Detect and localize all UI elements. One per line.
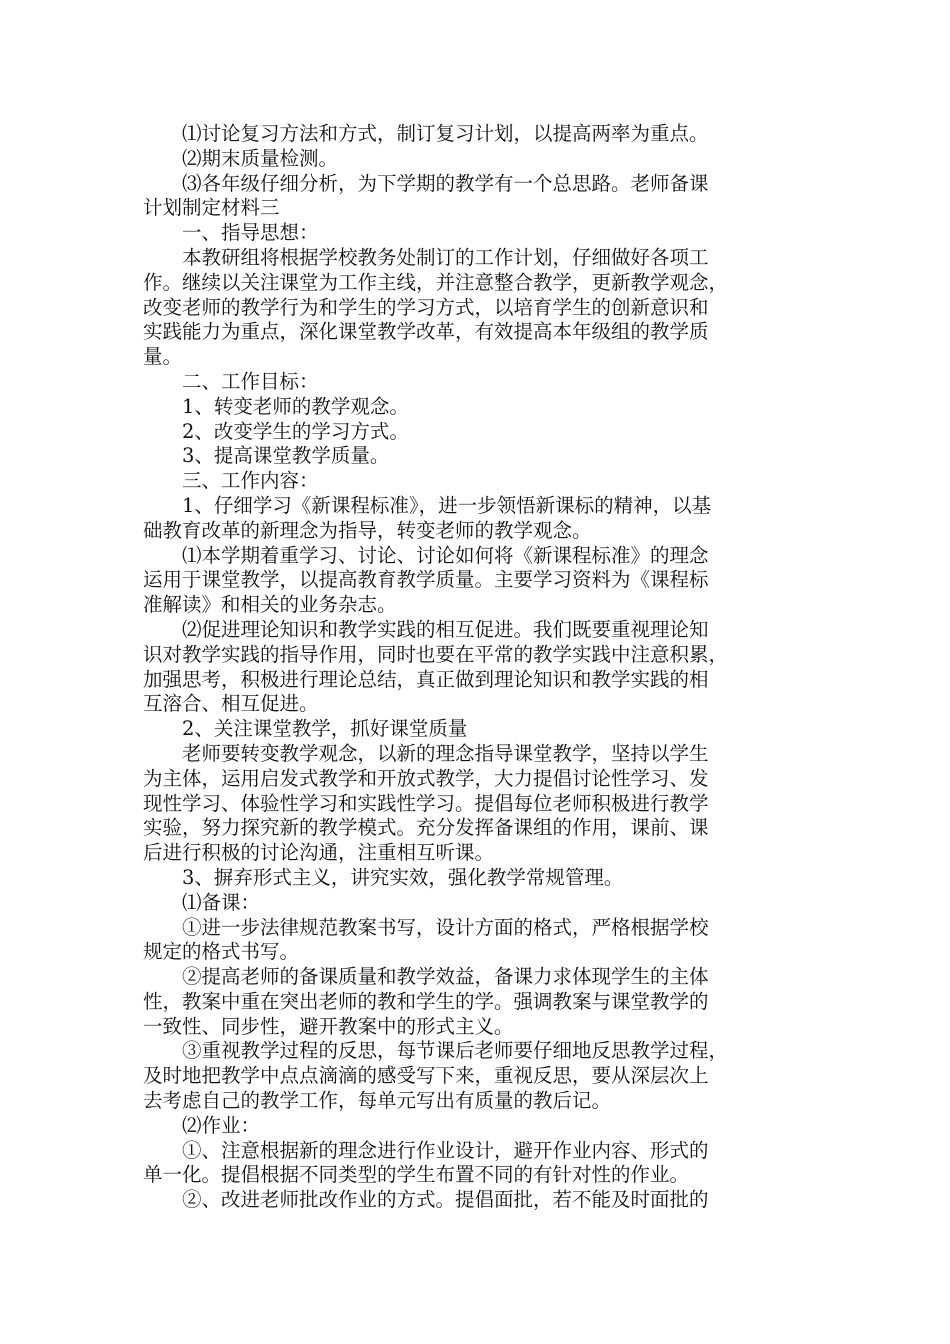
text-line: 实践能力为重点，深化课堂教学改革，有效提高本年级组的教学质 [143, 320, 709, 344]
text-line: 规定的格式书写。 [143, 940, 300, 964]
text-line: 加强思考，积极进行理论总结，真正做到理论知识和教学实践的相 [143, 667, 709, 691]
document-body [143, 122, 813, 1213]
text-line: 1、转变老师的教学观念。 [143, 394, 409, 418]
text-line: 老师要转变教学观念，以新的理念指导课堂教学，坚持以学生 [143, 741, 709, 765]
text-line: ①、注意根据新的理念进行作业设计，避开作业内容、形式的 [143, 1138, 709, 1162]
text-line: 计划制定材料三 [143, 196, 280, 220]
text-line: 本教研组将根据学校教务处制订的工作计划，仔细做好各项工 [143, 245, 709, 269]
text-line: 及时地把教学中点点滴滴的感受写下来，重视反思，要从深层次上 [143, 1064, 709, 1088]
text-line: 一致性、同步性，避开教案中的形式主义。 [143, 1014, 514, 1038]
text-line: 础教育改革的新理念为指导，转变老师的教学观念。 [143, 518, 592, 542]
text-line: ⑶各年级仔细分析，为下学期的教学有一个总思路。老师备课 [143, 171, 709, 195]
text-line: 识对教学实践的指导作用，同时也要在平常的教学实践中注意积累， [143, 642, 729, 666]
text-line: 2、关注课堂教学，抓好课堂质量 [143, 717, 468, 741]
text-line: 为主体，运用启发式教学和开放式教学，大力提倡讨论性学习、发 [143, 766, 709, 790]
text-line: ⑴备课： [143, 890, 261, 914]
text-line: ⑵期末质量检测。 [143, 146, 339, 170]
text-line: 一、指导思想： [143, 221, 319, 245]
text-line: 实验，努力探究新的教学模式。充分发挥备课组的作用，课前、课 [143, 816, 709, 840]
text-line: ③重视教学过程的反思，每节课后老师要仔细地反思教学过程， [143, 1039, 729, 1063]
text-line: ②、改进老师批改作业的方式。提倡面批，若不能及时面批的 [143, 1188, 709, 1212]
text-line: ⑴本学期着重学习、讨论、讨论如何将《新课程标准》的理念 [143, 543, 709, 567]
text-line: 量。 [143, 345, 183, 369]
text-line: ⑵作业： [143, 1113, 261, 1137]
text-line: 1、仔细学习《新课程标准》，进一步领悟新课标的精神，以基 [143, 493, 712, 517]
text-line: 三、工作内容： [143, 469, 319, 493]
text-line: 现性学习、体验性学习和实践性学习。提倡每位老师积极进行教学 [143, 791, 709, 815]
text-line: 互溶合、相互促进。 [143, 692, 319, 716]
text-line: 去考虑自己的教学工作，每单元写出有质量的教后记。 [143, 1089, 612, 1113]
text-line: 单一化。提倡根据不同类型的学生布置不同的有针对性的作业。 [143, 1163, 690, 1187]
text-line: 性，教案中重在突出老师的教和学生的学。强调教案与课堂教学的 [143, 989, 709, 1013]
text-line: ②提高老师的备课质量和教学效益，备课力求体现学生的主体 [143, 965, 709, 989]
text-line: 二、工作目标： [143, 369, 319, 393]
text-line: 2、改变学生的学习方式。 [143, 419, 409, 443]
text-line: ⑵促进理论知识和教学实践的相互促进。我们既要重视理论知 [143, 617, 709, 641]
text-line: 作。继续以关注课堂为工作主线，并注意整合教学，更新教学观念， [143, 270, 729, 294]
text-line: 改变老师的教学行为和学生的学习方式，以培育学生的创新意识和 [143, 295, 709, 319]
text-line: 运用于课堂教学，以提高教育教学质量。主要学习资料为《课程标 [143, 568, 709, 592]
text-line: ⑴讨论复习方法和方式，制订复习计划，以提高两率为重点。 [143, 122, 709, 145]
text-line: 3、提高课堂教学质量。 [143, 444, 390, 468]
text-line: 3、摒弃形式主义，讲究实效，强化教学常规管理。 [143, 865, 624, 889]
text-line: 后进行积极的讨论沟通，注重相互听课。 [143, 841, 495, 865]
text-line: 准解读》和相关的业务杂志。 [143, 593, 397, 617]
text-line: ①进一步法律规范教案书写，设计方面的格式，严格根据学校 [143, 915, 709, 939]
